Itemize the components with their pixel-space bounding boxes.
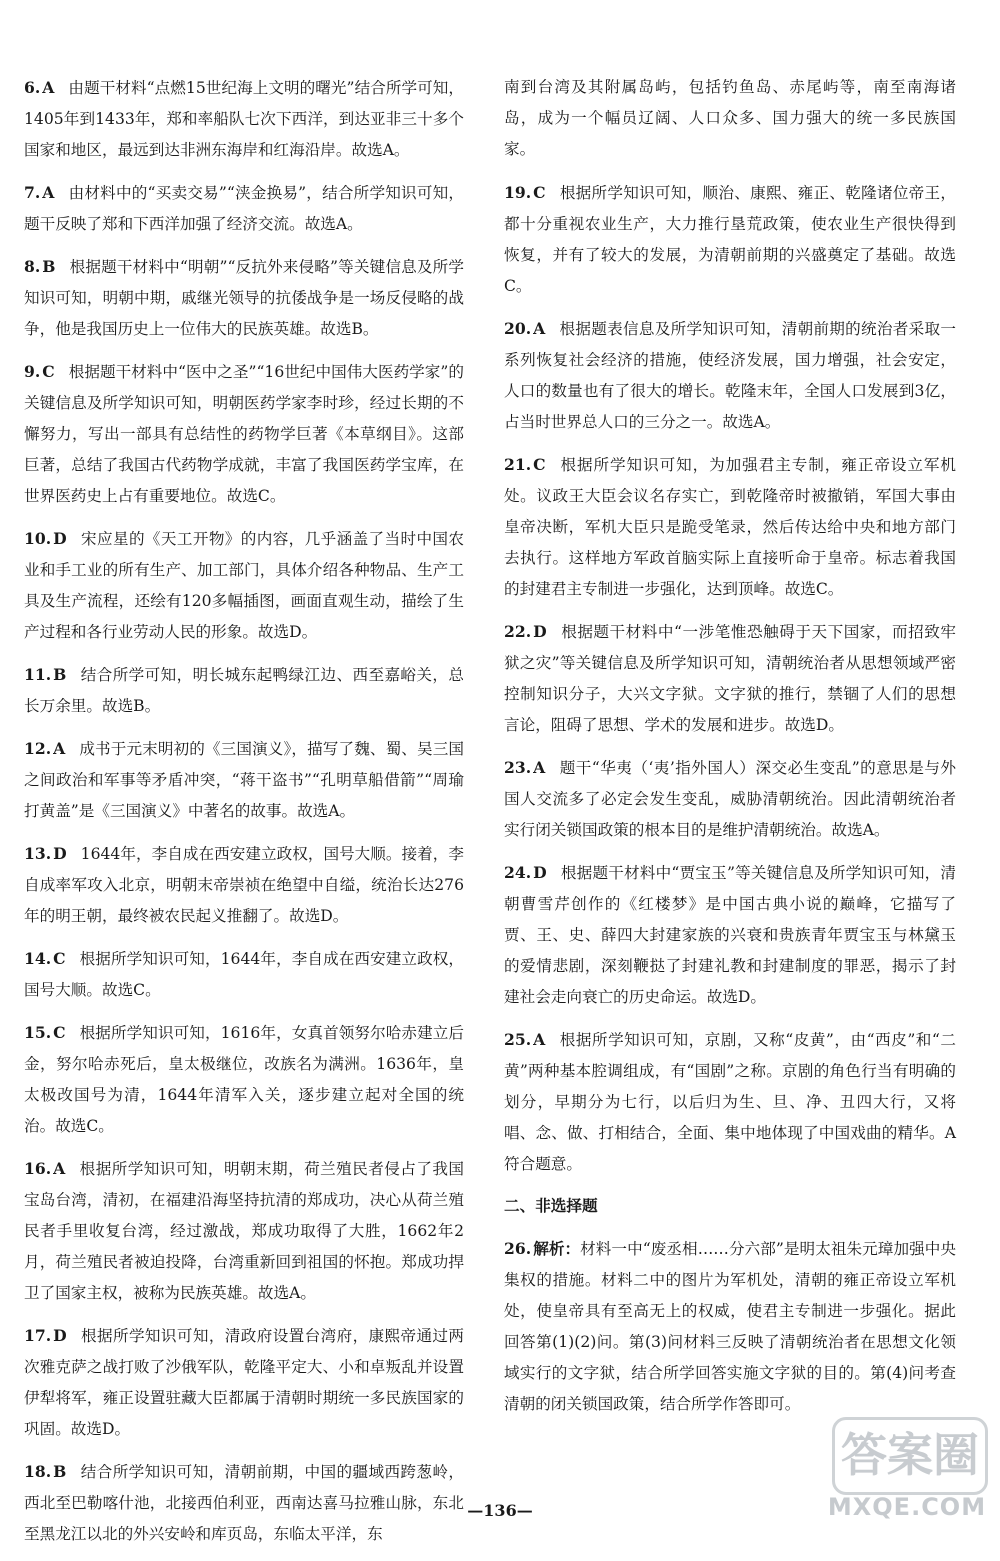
item-text: 根据所学知识可知，1644年，李自成在西安建立政权，国号大顺。故选C。 <box>24 950 464 999</box>
item-text: 根据题干材料中“一涉笔惟恐触碍于天下国家，而招致牢狱之灾”等关键信息及所学知识可知，清朝统治者从思想领域严密控制知识分子，大兴文字狱。文字狱的推行，禁锢了人们的思想言论，阻碍了思想、学术的发展和进步。故选D。 <box>504 623 956 734</box>
answer-item <box>504 616 956 741</box>
item-number: 6. <box>24 78 41 97</box>
continued-answer-text: 南到台湾及其附属岛屿，包括钓鱼岛、赤尾屿等，南至南海诸岛，成为一个幅员辽阔、人口众多、国力强大的统一多民族国家。 <box>504 78 956 158</box>
item-text: 由材料中的“买卖交易”“浃金换易”，结合所学知识可知，题干反映了郑和下西洋加强了经济交流。故选A。 <box>24 184 464 233</box>
answer-choice: A <box>53 739 66 758</box>
answer-item <box>504 857 956 1013</box>
answer-choice: C <box>533 183 546 202</box>
page-number: —136— <box>467 1501 533 1520</box>
answer-item <box>24 838 464 932</box>
answer-choice: C <box>42 362 55 381</box>
answer-choice: A <box>53 1159 66 1178</box>
item-number: 8. <box>24 257 41 276</box>
item-text: 成书于元末明初的《三国演义》，描写了魏、蜀、吴三国之间政治和军事等矛盾冲突，“蒋干盗书”“孔明草船借箭”“周瑜打黄盖”是《三国演义》中著名的故事。故选A。 <box>24 740 464 820</box>
section-heading: 二、非选择题 <box>504 1197 598 1215</box>
item-number: 14. <box>24 949 52 968</box>
item-text: 1644年，李自成在西安建立政权，国号大顺。接着，李自成率军攻入北京，明朝末帝崇祯在绝望中自缢，统治长达276年的明王朝，最终被农民起义推翻了。故选D。 <box>24 845 464 925</box>
answer-choice: D <box>53 529 67 548</box>
item-number: 25. <box>504 1030 532 1049</box>
item-number: 19. <box>504 183 532 202</box>
answer-item <box>504 449 956 605</box>
item-text: 结合所学知识可知，清朝前期，中国的疆域西跨葱岭，西北至巴勒喀什池，北接西伯利亚，西南达喜马拉雅山脉，东北至黑龙江以北的外兴安岭和库页岛，东临太平洋，东 <box>24 1463 464 1543</box>
item-text: 根据所学知识可知，顺治、康熙、雍正、乾隆诸位帝王，都十分重视农业生产，大力推行垦荒政策，使农业生产很快得到恢复，并有了较大的发展，为清朝前期的兴盛奠定了基础。故选C。 <box>504 184 956 295</box>
answer-choice: A <box>533 758 546 777</box>
answer-item <box>504 1024 956 1180</box>
answer-item-26 <box>504 1233 956 1420</box>
item-text: 根据题表信息及所学知识可知，清朝前期的统治者采取一系列恢复社会经济的措施，使经济发展，国力增强，社会安定，人口的数量也有了很大的增长。乾隆末年，全国人口发展到3亿，占当时世界总人口的三分之一。故选A。 <box>504 320 956 431</box>
answer-choice: C <box>53 949 66 968</box>
answer-item <box>504 752 956 846</box>
item-text: 根据题干材料中“贾宝玉”等关键信息及所学知识可知，清朝曹雪芹创作的《红楼梦》是中国古典小说的巅峰，它描写了贾、王、史、薛四大封建家族的兴衰和贵族青年贾宝玉与林黛玉的爱情悲剧，深刻鞭挞了封建礼教和封建制度的罪恶，揭示了封建社会走向衰亡的历史命运。故选D。 <box>504 864 956 1006</box>
answer-choice: D <box>533 622 547 641</box>
item-number: 24. <box>504 863 532 882</box>
right-column <box>504 72 956 1431</box>
watermark-url: MXQE.COM <box>827 1493 987 1521</box>
answer-choice: D <box>533 863 547 882</box>
item-number: 13. <box>24 844 52 863</box>
item-number: 9. <box>24 362 41 381</box>
item-number: 26. <box>504 1239 532 1258</box>
answer-item <box>24 523 464 648</box>
answer-choice: A <box>42 183 55 202</box>
item-text: 根据所学知识可知，京剧，又称“皮黄”，由“西皮”和“二黄”两种基本腔调组成，有“国剧”之称。京剧的角色行当有明确的划分，早期分为七行，以后归为生、旦、净、丑四大行，又将唱、念、做、打相结合，全面、集中地体现了中国戏曲的精华。A符合题意。 <box>504 1031 956 1173</box>
watermark-logo <box>822 1417 992 1527</box>
item-text: 结合所学可知，明长城东起鸭绿江边、西至嘉峪关，总长万余里。故选B。 <box>24 666 464 715</box>
answer-choice: B <box>53 1462 67 1481</box>
answer-item <box>504 313 956 438</box>
item-number: 10. <box>24 529 52 548</box>
answer-choice: D <box>53 1326 67 1345</box>
answer-item <box>24 356 464 512</box>
item-text: 根据所学知识可知，1616年，女真首领努尔哈赤建立后金，努尔哈赤死后，皇太极继位，改族名为满洲。1636年，皇太极改国号为清，1644年清军入关，逐步建立起对全国的统治。故选C。 <box>24 1024 464 1135</box>
answer-item <box>24 659 464 722</box>
answer-choice: B <box>42 257 56 276</box>
item-text: 宋应星的《天工开物》的内容，几乎涵盖了当时中国农业和手工业的所有生产、加工部门，具体介绍各种物品、生产工具及生产流程，还绘有120多幅插图，画面直观生动，描绘了生产过程和各行业劳动人民的形象。故选D。 <box>24 530 464 641</box>
item-text: 由题干材料“点燃15世纪海上文明的曙光”结合所学可知，1405年到1433年，郑和率船队七次下西洋，到达亚非三十多个国家和地区，最远到达非洲东海岸和红海沿岸。故选A。 <box>24 79 464 159</box>
item-number: 22. <box>504 622 532 641</box>
answer-item <box>24 72 464 166</box>
answer-choice: B <box>53 665 67 684</box>
answer-item <box>504 177 956 302</box>
answer-choice: A <box>533 1030 546 1049</box>
item-number: 7. <box>24 183 41 202</box>
answer-choice: D <box>53 844 67 863</box>
item-number: 21. <box>504 455 532 474</box>
answer-item <box>24 177 464 240</box>
item-text: 根据题干材料中“医中之圣”“16世纪中国伟大医药学家”的关键信息及所学知识可知，明朝医药学家李时珍，经过长期的不懈努力，写出一部具有总结性的药物学巨著《本草纲目》。这部巨著，总结了我国古代药物学成就，丰富了我国医药学宝库，在世界医药史上占有重要地位。故选C。 <box>24 363 464 505</box>
answer-choice: A <box>42 78 55 97</box>
watermark-stamp: 答案圈 <box>832 1417 988 1495</box>
item-text: 材料一中“废丞相……分六部”是明太祖朱元璋加强中央集权的措施。材料二中的图片为军机处，清朝的雍正帝设立军机处，使皇帝具有至高无上的权威，使君主专制进一步强化。据此回答第(1)(2)问。第(3)问材料三反映了清朝统治者在思想文化领域实行的文字狱，结合所学回答实施文字狱的目的。第(4)问考查清朝的闭关锁国政策，结合所学作答即可。 <box>504 1240 956 1413</box>
item-number: 16. <box>24 1159 52 1178</box>
answer-choice: C <box>533 455 546 474</box>
answer-item <box>24 1153 464 1309</box>
item-number: 17. <box>24 1326 52 1345</box>
answer-item <box>24 1017 464 1142</box>
item-text: 根据所学知识可知，清政府设置台湾府，康熙帝通过两次雅克萨之战打败了沙俄军队，乾隆平定大、小和卓叛乱并设置伊犁将军，雍正设置驻藏大臣都属于清朝时期统一多民族国家的巩固。故选D。 <box>24 1327 464 1438</box>
item-number: 23. <box>504 758 532 777</box>
right-answer-list <box>504 177 956 1180</box>
answer-item <box>24 251 464 345</box>
left-column <box>24 72 464 1561</box>
answer-item <box>24 1320 464 1445</box>
item-number: 18. <box>24 1462 52 1481</box>
item-number: 20. <box>504 319 532 338</box>
item-number: 12. <box>24 739 52 758</box>
answer-choice: A <box>533 319 546 338</box>
item-text: 根据题干材料中“明朝”“反抗外来侵略”等关键信息及所学知识可知，明朝中期，戚继光领导的抗倭战争是一场反侵略的战争，他是我国历史上一位伟大的民族英雄。故选B。 <box>24 258 464 338</box>
item-text: 题干“华夷（‘夷’指外国人）深交必生变乱”的意思是与外国人交流多了必定会发生变乱，威胁清朝统治。因此清朝统治者实行闭关锁国政策的根本目的是维护清朝统治。故选A。 <box>504 759 956 839</box>
item-text: 根据所学知识可知，明朝末期，荷兰殖民者侵占了我国宝岛台湾，清初，在福建沿海坚持抗清的郑成功，决心从荷兰殖民者手里收复台湾，经过激战，郑成功取得了大胜，1662年2月，荷兰殖民者被迫投降，台湾重新回到祖国的怀抱。郑成功捍卫了国家主权，被称为民族英雄。故选A。 <box>24 1160 464 1302</box>
analysis-label: 解析： <box>533 1239 581 1258</box>
item-number: 15. <box>24 1023 52 1042</box>
answer-choice: C <box>53 1023 66 1042</box>
answer-item <box>24 733 464 827</box>
answer-item <box>24 943 464 1006</box>
item-number: 11. <box>24 665 52 684</box>
item-text: 根据所学知识可知，为加强君主专制，雍正帝设立军机处。议政王大臣会议名存实亡，到乾隆帝时被撤销，军国大事由皇帝决断，军机大臣只是跪受笔录，然后传达给中央和地方部门去执行。这样地方军政首脑实际上直接听命于皇帝。标志着我国的封建君主专制进一步强化，达到顶峰。故选C。 <box>504 456 956 598</box>
